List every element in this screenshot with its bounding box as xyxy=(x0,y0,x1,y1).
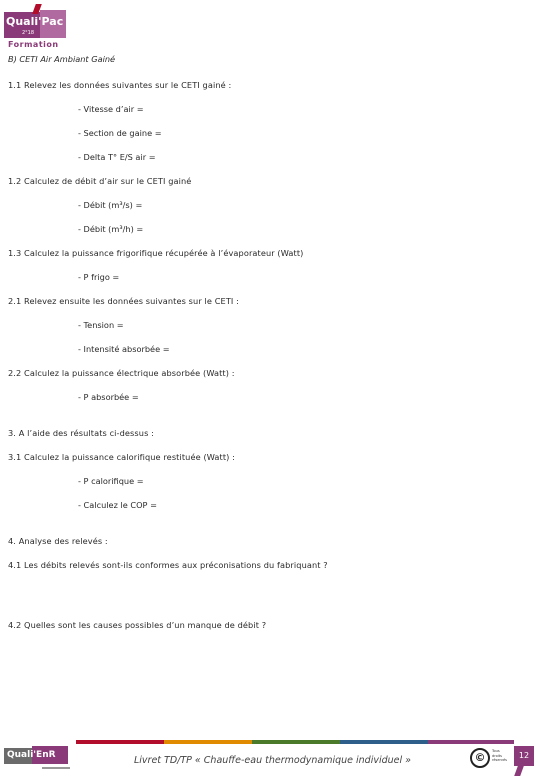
copyright-icon: © xyxy=(470,748,490,768)
question-1-2: 1.2 Calculez de débit d’air sur le CETI gainé xyxy=(8,176,192,186)
logo-year: 2°18 xyxy=(22,30,35,36)
field-debit-m3h: - Débit (m³/h) = xyxy=(78,224,144,234)
footer-color-bar xyxy=(76,740,514,744)
qualienr-logo xyxy=(4,742,76,776)
question-3: 3. A l’aide des résultats ci-dessus : xyxy=(8,428,154,438)
question-4-2: 4.2 Quelles sont les causes possibles d’un manque de débit ? xyxy=(8,620,267,630)
field-intensite: - Intensité absorbée = xyxy=(78,344,170,354)
field-vitesse-air: - Vitesse d’air = xyxy=(78,104,144,114)
question-2-1: 2.1 Relevez ensuite les données suivantes sur le CETI : xyxy=(8,296,239,306)
field-p-frigo: - P frigo = xyxy=(78,272,120,282)
bar-segment-orange xyxy=(164,740,252,744)
page-number: 12 xyxy=(514,746,534,766)
copyright-badge xyxy=(470,746,518,770)
question-1-1: 1.1 Relevez les données suivantes sur le CETI gainé : xyxy=(8,80,232,90)
footer-logo-underline xyxy=(42,767,70,769)
footer-logo-text: Quali'EnR xyxy=(7,750,56,760)
field-p-calorifique: - P calorifique = xyxy=(78,476,144,486)
bar-segment-red xyxy=(76,740,164,744)
field-debit-m3s: - Débit (m³/s) = xyxy=(78,200,143,210)
field-section-gaine: - Section de gaine = xyxy=(78,128,162,138)
section-title: B) CETI Air Ambiant Gainé xyxy=(8,54,116,64)
question-4: 4. Analyse des relevés : xyxy=(8,536,108,546)
bar-segment-green xyxy=(252,740,340,744)
copyright-text: Tous droits réservés xyxy=(492,749,507,762)
qualipac-formation-logo xyxy=(4,4,68,50)
footer-title: Livret TD/TP « Chauffe-eau thermodynamique individuel » xyxy=(134,755,412,766)
question-2-2: 2.2 Calculez la puissance électrique absorbée (Watt) : xyxy=(8,368,235,378)
logo-text: Quali'Pac xyxy=(6,15,64,28)
question-4-1: 4.1 Les débits relevés sont-ils conformes aux préconisations du fabriquant ? xyxy=(8,560,328,570)
logo-subtitle: Formation xyxy=(8,40,59,49)
bar-segment-purple xyxy=(428,740,514,744)
field-tension: - Tension = xyxy=(78,320,124,330)
field-delta-t: - Delta T° E/S air = xyxy=(78,152,156,162)
question-1-3: 1.3 Calculez la puissance frigorifique récupérée à l’évaporateur (Watt) xyxy=(8,248,304,258)
question-3-1: 3.1 Calculez la puissance calorifique restituée (Watt) : xyxy=(8,452,236,462)
bar-segment-blue xyxy=(340,740,428,744)
field-cop: - Calculez le COP = xyxy=(78,500,157,510)
field-p-absorbee: - P absorbée = xyxy=(78,392,139,402)
